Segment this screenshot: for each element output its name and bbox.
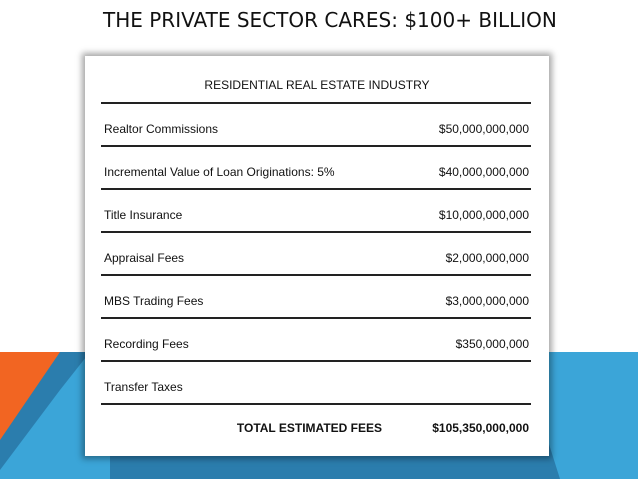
total-row [104, 421, 529, 441]
fees-table-card [85, 56, 549, 456]
slide-title: THE PRIVATE SECTOR CARES: $100+ BILLION [103, 8, 557, 32]
row-divider [101, 317, 531, 319]
total-value: $105,350,000,000 [432, 421, 529, 435]
row-divider [101, 274, 531, 276]
row-divider [101, 231, 531, 233]
row-label: MBS Trading Fees [104, 294, 204, 308]
row-value: $2,000,000,000 [445, 251, 529, 265]
table-row [104, 294, 529, 314]
row-value: $40,000,000,000 [438, 165, 529, 179]
table-row [104, 165, 529, 185]
row-label: Recording Fees [104, 337, 189, 351]
table-row [104, 122, 529, 142]
row-label: Title Insurance [104, 208, 183, 222]
row-divider [101, 403, 531, 405]
table-row [104, 380, 529, 400]
row-label: Appraisal Fees [104, 251, 185, 265]
total-label: TOTAL ESTIMATED FEES [236, 421, 382, 435]
row-value: $10,000,000,000 [438, 208, 529, 222]
row-divider [101, 360, 531, 362]
header-divider [101, 102, 531, 104]
table-row [104, 208, 529, 228]
row-divider [101, 145, 531, 147]
table-row [104, 251, 529, 271]
table-row [104, 337, 529, 357]
row-label: Transfer Taxes [104, 380, 183, 394]
table-header: RESIDENTIAL REAL ESTATE INDUSTRY [204, 78, 430, 92]
row-label: Realtor Commissions [104, 122, 219, 136]
row-divider [101, 188, 531, 190]
row-value: $350,000,000 [455, 337, 529, 351]
row-value: $3,000,000,000 [445, 294, 529, 308]
row-label: Incremental Value of Loan Originations: 5% [104, 165, 335, 179]
row-value: $50,000,000,000 [438, 122, 529, 136]
